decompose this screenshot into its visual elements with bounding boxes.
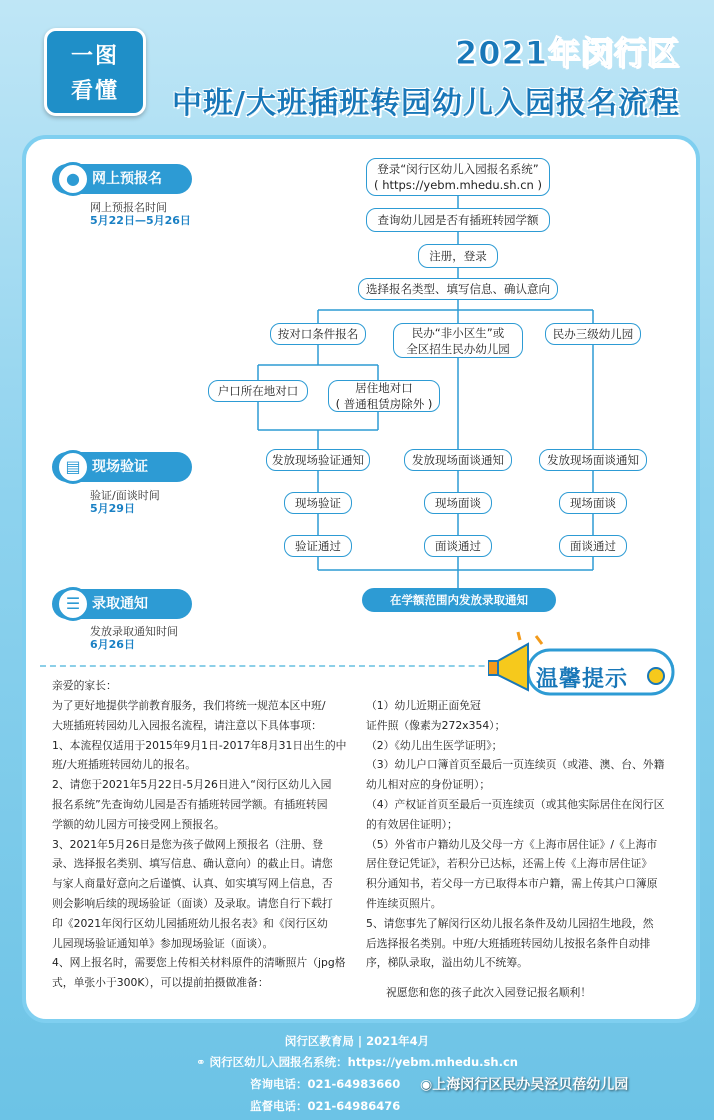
warm-tips-title: 温馨提示	[536, 667, 629, 692]
flow-login-line2: ( https://yebm.mhedu.sh.cn )	[374, 178, 542, 192]
flow-onsite-interview: 现场面谈	[559, 492, 627, 514]
flow-register: 注册，登录	[418, 244, 498, 268]
step-date: 5月29日	[90, 502, 135, 515]
step-date: 5月22日—5月26日	[90, 214, 191, 227]
notice-line: （2）《幼儿出生医学证明》；	[366, 738, 503, 752]
notice-line: 学额的幼儿园方可接受网上预报名。	[52, 817, 225, 831]
notice-line: 后选择报名类别。中班/大班插班转园幼儿按报名条件自动排	[366, 936, 651, 950]
flow-option-district: 按对口条件报名	[270, 323, 366, 345]
notice-line: 则会影响后续的现场验证（面谈）及录取。请您自行下载打	[52, 896, 333, 910]
flow-sub-hukou: 户口所在地对口	[208, 380, 308, 402]
step-date: 6月26日	[90, 638, 135, 651]
notice-line: 2、请您于2021年5月22日-5月26日进入“闵行区幼儿入园	[52, 778, 332, 792]
notice-line: 证件照（像素为272x354）；	[366, 718, 506, 732]
notice-closing: 祝愿您和您的孩子此次入园登记报名顺利！	[386, 986, 592, 999]
notice-line: 5、请您事先了解闵行区幼儿报名条件及幼儿园招生地段，然	[366, 916, 654, 930]
page-title: 中班/大班插班转园幼儿入园报名流程	[172, 86, 680, 121]
notice-line: 1、本流程仅适用于2015年9月1日-2017年8月31日出生的中	[52, 738, 347, 752]
badge-line1: 一图	[70, 44, 119, 69]
flow-onsite-interview: 现场面谈	[424, 492, 492, 514]
notice-line: 儿园现场验证通知单》参加现场验证（面谈）。	[52, 936, 274, 950]
wechat-icon: ◉	[420, 1077, 433, 1093]
system-url-text[interactable]: 闵行区幼儿入园报名系统：https://yebm.mhedu.sh.cn	[209, 1055, 518, 1069]
flow-notice-interview: 发放现场面谈通知	[539, 449, 647, 471]
flow-opt2-line1: 民办“非小区生”或	[411, 325, 505, 340]
flow-onsite-verify: 现场验证	[284, 492, 352, 514]
footer-org-date: 闵行区教育局 | 2021年4月	[284, 1034, 430, 1048]
notice-line: （5）外省市户籍幼儿及父母一方《上海市居住证》/《上海市	[366, 837, 658, 851]
document-icon: ☰	[56, 587, 90, 621]
step-label: 现场验证	[92, 459, 148, 475]
notice-line: 大班插班转园幼儿入园报名流程，请注意以下具体事项：	[52, 718, 322, 732]
watermark-text: 上海闵行区民办吴泾贝蓓幼儿园	[432, 1077, 629, 1093]
notice-line: 居住登记凭证》，若积分已达标，还需上传《上海市居住证》	[366, 857, 653, 871]
flow-sub2-line2: ( 普通租赁房除外 )	[335, 397, 433, 411]
notice-line: 与家人商量好意向之后谨慎、认真、如实填写网上信息，否	[52, 877, 333, 891]
step-label: 录取通知	[92, 596, 148, 612]
notice-line: 报名系统”先查询幼儿园是否有插班转园学额。有插班转园	[52, 797, 328, 811]
notice-line: 件连续页照片。	[366, 896, 442, 910]
page-title-year: 2021年闵行区	[454, 34, 680, 72]
notice-line: 序，梯队录取，溢出幼儿不统筹。	[366, 956, 528, 970]
flow-interview-passed: 面谈通过	[424, 535, 492, 557]
flow-check-quota: 查询幼儿园是否有插班转园学额	[366, 208, 550, 232]
flow-final-admission: 在学额范围内发放录取通知	[362, 588, 556, 612]
flow-select-type: 选择报名类型、填写信息、确认意向	[358, 278, 558, 300]
step-time-label: 验证/面谈时间	[90, 489, 160, 502]
id-card-icon: ▤	[56, 450, 90, 484]
step-label: 网上预报名	[92, 171, 162, 187]
flow-sub-residence	[328, 380, 440, 412]
footer-consult-phone: 咨询电话：021-64983660	[250, 1077, 401, 1091]
flow-interview-passed: 面谈通过	[559, 535, 627, 557]
notice-line: （3）幼儿户口簿首页至最后一页连续页（或港、澳、台、外籍	[366, 758, 665, 772]
notice-line: 式，单张小于300K），可以提前拍摄做准备：	[52, 976, 269, 990]
flow-option-private	[393, 323, 523, 358]
flow-login-line1: 登录“闵行区幼儿入园报名系统”	[377, 162, 539, 176]
notice-line: 班/大班插班转园幼儿的报名。	[52, 758, 196, 772]
flow-verify-passed: 验证通过	[284, 535, 352, 557]
notice-left-column	[52, 696, 362, 993]
user-icon: ●	[56, 162, 90, 196]
badge-line2: 看懂	[70, 79, 119, 104]
footer-system-url	[0, 1054, 714, 1070]
notice-line: （4）产权证首页至最后一页连续页（或其他实际居住在闵行区	[366, 797, 665, 811]
step-time-label: 网上预报名时间	[90, 201, 167, 214]
notice-line: 积分通知书，若父母一方已取得本市户籍，需上传其户口簿原	[366, 877, 658, 891]
notice-line: 为了更好地提供学前教育服务，我们将统一规范本区中班/	[52, 699, 326, 712]
flow-sub2-line1: 居住地对口	[355, 381, 413, 395]
notice-right-column	[366, 696, 686, 973]
notice-line: 幼儿相对应的身份证明）；	[366, 778, 491, 792]
notice-greeting: 亲爱的家长：	[52, 679, 117, 692]
link-icon: ⚭	[196, 1055, 210, 1069]
notice-line: 的有效居住证明）；	[366, 817, 458, 831]
flow-opt2-line2: 全区招生民办幼儿园	[406, 341, 510, 356]
flow-notice-interview: 发放现场面谈通知	[404, 449, 512, 471]
step-time-label: 发放录取通知时间	[90, 625, 178, 638]
flow-notice-verify: 发放现场验证通知	[266, 449, 370, 471]
notice-line: 录、选择报名类别、填写信息、确认意向）的截止日。请您	[52, 857, 333, 871]
notice-line: （1）幼儿近期正面免冠	[366, 699, 481, 712]
flow-login	[366, 158, 550, 196]
source-watermark	[420, 1074, 628, 1094]
notice-line: 印《2021年闵行区幼儿园插班幼儿报名表》和《闵行区幼	[52, 916, 328, 930]
notice-line: 4、网上报名时，需要您上传相关材料原件的清晰照片（jpg格	[52, 956, 346, 970]
flow-option-level3: 民办三级幼儿园	[545, 323, 641, 345]
footer-supervise-phone: 监督电话：021-64986476	[250, 1099, 401, 1113]
notice-line: 3、2021年5月26日是您为孩子做网上预报名（注册、登	[52, 837, 323, 851]
